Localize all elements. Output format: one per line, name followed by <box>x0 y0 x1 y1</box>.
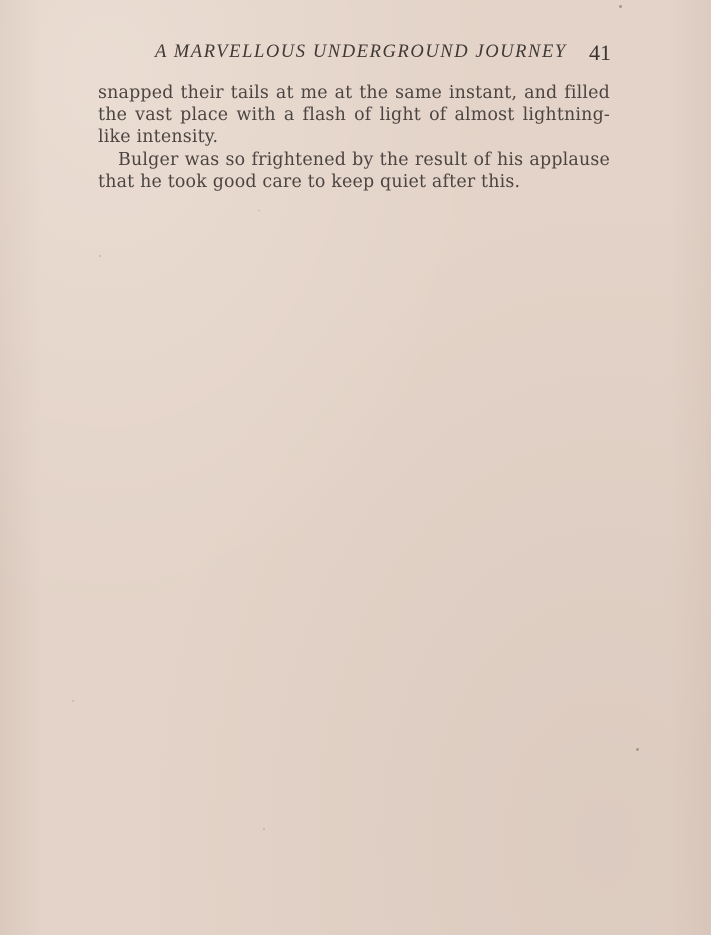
paragraph-bulger: Bulger was so frightened by the result of his applause that he took good care to keep quiet after this. <box>98 149 610 192</box>
paper-speck <box>72 700 74 702</box>
paper-speck <box>636 748 639 751</box>
paper-speck <box>99 255 101 257</box>
body-text <box>98 82 610 193</box>
running-head <box>155 42 611 68</box>
page-number: 41 <box>589 40 611 65</box>
paragraph-continuation: snapped their tails at me at the same instant, and filled the vast place with a flash of light of almost lightning-like intensity. <box>98 83 610 148</box>
paper-speck <box>263 828 265 830</box>
running-title: A MARVELLOUS UNDERGROUND JOURNEY <box>155 42 567 62</box>
paper-speck <box>619 5 622 8</box>
paper-speck <box>258 210 260 211</box>
